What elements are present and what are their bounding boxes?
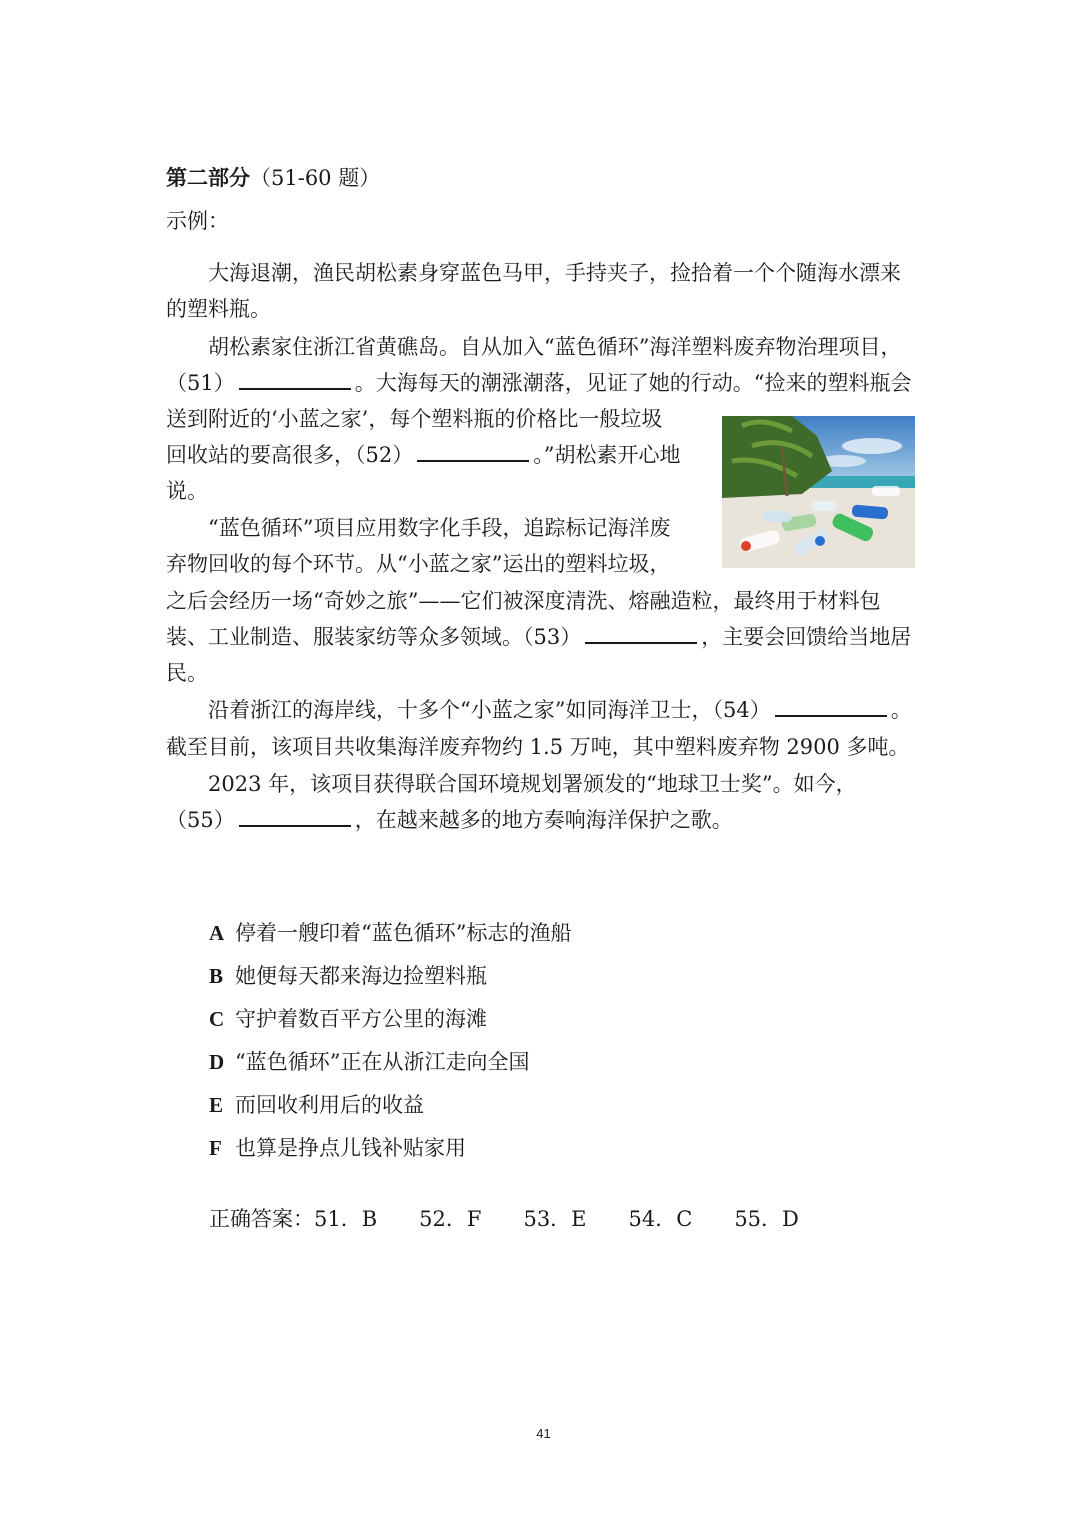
passage-text: 。大海每天的潮涨潮落，见证了她的行动。“捡来的塑料瓶会 xyxy=(354,371,912,395)
option-letter: F xyxy=(209,1136,222,1160)
passage-text: 回收站的要高很多，（52） xyxy=(166,443,414,467)
passage-line: 之后会经历一场“奇妙之旅”——它们被深度清洗、熔融造粒，最终用于材料包 xyxy=(166,589,881,613)
passage-line xyxy=(166,365,911,401)
answer-item: 55．D xyxy=(734,1207,799,1231)
question-number-51: （51） xyxy=(166,371,235,395)
passage-text: ，在越来越多的地方奏响海洋保护之歌。 xyxy=(354,808,733,832)
passage-text: 。”胡松素开心地 xyxy=(533,443,681,467)
passage-line: 说。 xyxy=(166,479,208,503)
option-letter: A xyxy=(209,921,225,945)
passage-line: 大海退潮，渔民胡松素身穿蓝色马甲，手持夹子，捡拾着一个个随海水漂来 xyxy=(208,261,901,285)
example-label: 示例： xyxy=(166,209,229,233)
passage-text: 沿着浙江的海岸线，十多个“小蓝之家”如同海洋卫士，（54） xyxy=(208,698,771,722)
option-c[interactable] xyxy=(209,1001,571,1044)
option-text: “蓝色循环”正在从浙江走向全国 xyxy=(235,1050,530,1074)
passage-line xyxy=(166,802,733,838)
passage-line: 的塑料瓶。 xyxy=(166,297,271,321)
answer-key-label: 正确答案： xyxy=(209,1207,314,1231)
options-list xyxy=(209,915,571,1173)
answer-key xyxy=(209,1201,841,1237)
option-text: 停着一艘印着“蓝色循环”标志的渔船 xyxy=(235,921,572,945)
option-text: 守护着数百平方公里的海滩 xyxy=(235,1007,487,1031)
option-e[interactable] xyxy=(209,1087,571,1130)
passage-text: 装、工业制造、服装家纺等众多领域。（53） xyxy=(166,625,582,649)
passage-text: ，主要会回馈给当地居 xyxy=(701,625,912,649)
beach-plastic-bottles-photo xyxy=(722,416,915,568)
option-a[interactable] xyxy=(209,915,571,958)
passage-line: 胡松素家住浙江省黄礁岛。自从加入“蓝色循环”海洋塑料废弃物治理项目， xyxy=(208,335,902,359)
option-d[interactable] xyxy=(209,1044,571,1087)
option-f[interactable] xyxy=(209,1130,571,1173)
option-letter: E xyxy=(209,1093,224,1117)
section-title xyxy=(166,160,380,196)
passage-line: 弃物回收的每个环节。从“小蓝之家”运出的塑料垃圾， xyxy=(166,552,671,576)
option-text: 也算是挣点儿钱补贴家用 xyxy=(235,1136,466,1160)
passage-line xyxy=(166,619,911,655)
answer-blank-52[interactable] xyxy=(417,440,529,462)
answer-item: 54．C xyxy=(628,1207,693,1231)
answer-item: 51．B xyxy=(314,1207,378,1231)
answer-blank-51[interactable] xyxy=(239,368,351,390)
answer-item: 52．F xyxy=(419,1207,482,1231)
option-letter: B xyxy=(209,964,224,988)
passage-line: 民。 xyxy=(166,661,208,685)
passage-line: 送到附近的‘小蓝之家’，每个塑料瓶的价格比一般垃圾 xyxy=(166,407,663,431)
passage-line: 截至目前，该项目共收集海洋废弃物约 1.5 万吨，其中塑料废弃物 2900 多吨。 xyxy=(166,735,910,759)
answer-item: 53．E xyxy=(523,1207,587,1231)
passage-line: 2023 年，该项目获得联合国环境规划署颁发的“地球卫士奖”。如今， xyxy=(208,772,857,796)
option-b[interactable] xyxy=(209,958,571,1001)
option-letter: D xyxy=(209,1050,225,1074)
option-text: 她便每天都来海边捡塑料瓶 xyxy=(235,964,487,988)
answer-blank-55[interactable] xyxy=(239,805,351,827)
option-letter: C xyxy=(209,1007,225,1031)
answer-blank-54[interactable] xyxy=(775,695,887,717)
passage-text: 。 xyxy=(890,698,912,722)
section-title-bold: 第二部分 xyxy=(166,165,250,190)
passage-line xyxy=(166,437,680,473)
page-number: 41 xyxy=(536,1426,551,1441)
section-title-range: （51-60 题） xyxy=(250,166,381,190)
answer-blank-53[interactable] xyxy=(585,622,697,644)
question-number-55: （55） xyxy=(166,808,235,832)
option-text: 而回收利用后的收益 xyxy=(235,1093,424,1117)
passage-line xyxy=(208,692,912,728)
passage-line: “蓝色循环”项目应用数字化手段，追踪标记海洋废 xyxy=(208,516,671,540)
